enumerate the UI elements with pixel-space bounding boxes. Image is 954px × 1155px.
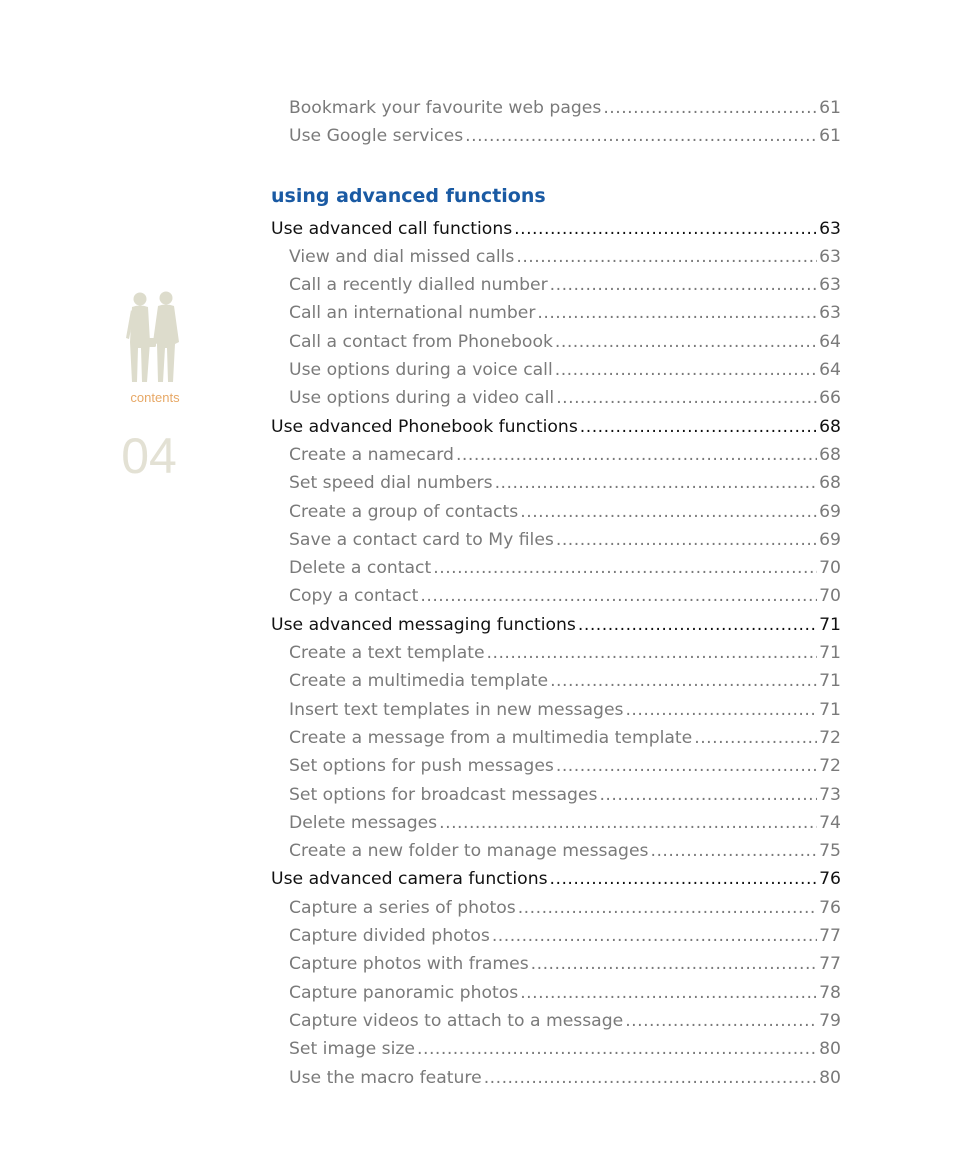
- toc-entry-page-number: 64: [819, 360, 841, 381]
- toc-entry[interactable]: [271, 950, 841, 978]
- toc-entry-title: Create a group of contacts: [289, 501, 519, 522]
- toc-entry-page-number: 71: [819, 699, 841, 720]
- dot-leader: [550, 667, 817, 695]
- toc-entry[interactable]: [271, 781, 841, 809]
- sidebar: [110, 290, 198, 484]
- toc-entry[interactable]: [271, 979, 841, 1007]
- dot-leader: [550, 271, 817, 299]
- toc-entry[interactable]: [271, 639, 841, 667]
- toc-entry[interactable]: [271, 696, 841, 724]
- dot-leader: [556, 384, 817, 412]
- toc-entry[interactable]: [271, 894, 841, 922]
- dot-leader: [578, 611, 817, 639]
- toc-entry-page-number: 61: [819, 98, 841, 118]
- toc-section-entry-page-number: 63: [819, 218, 841, 239]
- dot-leader: [580, 413, 817, 441]
- dot-leader: [456, 441, 817, 469]
- dot-leader: [520, 498, 817, 526]
- dot-leader: [518, 894, 817, 922]
- dot-leader: [555, 328, 817, 356]
- dot-leader: [417, 1035, 817, 1063]
- toc-entry-title: Create a new folder to manage messages: [289, 841, 649, 862]
- toc-entry-title: Save a contact card to My files: [289, 529, 554, 550]
- toc-entry-page-number: 66: [819, 388, 841, 409]
- toc-entry-title: Set options for push messages: [289, 756, 554, 777]
- toc-entry[interactable]: [271, 384, 841, 412]
- dot-leader: [537, 299, 817, 327]
- dot-leader: [516, 243, 817, 271]
- dot-leader: [420, 582, 817, 610]
- toc-entry-title: Capture panoramic photos: [289, 982, 519, 1003]
- toc-entry[interactable]: [271, 469, 841, 497]
- toc-entry-title: Call an international number: [289, 303, 536, 324]
- toc-entry-page-number: 63: [819, 275, 841, 296]
- toc-entry-page-number: 69: [819, 529, 841, 550]
- toc-entry-title: Capture videos to attach to a message: [289, 1010, 624, 1031]
- dot-leader: [694, 724, 817, 752]
- dot-leader: [556, 526, 817, 554]
- toc-entry-page-number: 61: [819, 126, 841, 147]
- toc-entry-title: Create a message from a multimedia template: [289, 727, 693, 748]
- toc-entry-page-number: 72: [819, 756, 841, 777]
- toc-entry-page-number: 70: [819, 558, 841, 579]
- toc-section-entry-page-number: 76: [819, 869, 841, 890]
- toc-entry-title: View and dial missed calls: [289, 246, 515, 267]
- chapter-number: 04: [121, 428, 177, 484]
- dot-leader: [555, 356, 817, 384]
- toc-entry[interactable]: [271, 837, 841, 865]
- toc-entry[interactable]: [271, 498, 841, 526]
- dot-leader: [492, 922, 817, 950]
- dot-leader: [520, 979, 817, 1007]
- dot-leader: [556, 752, 817, 780]
- toc-entry-title: Set options for broadcast messages: [289, 784, 598, 805]
- table-of-contents: [271, 94, 841, 1092]
- toc-entry-title: Delete messages: [289, 812, 438, 833]
- dot-leader: [650, 837, 817, 865]
- toc-entry-page-number: 64: [819, 331, 841, 352]
- toc-section-entry-title: Use advanced Phonebook functions: [271, 416, 578, 437]
- toc-section-entry-page-number: 71: [819, 614, 841, 635]
- toc-section-entry[interactable]: [271, 611, 841, 639]
- sidebar-contents-label: contents: [130, 390, 180, 405]
- toc-entry[interactable]: [271, 922, 841, 950]
- toc-entry-page-number: 71: [819, 643, 841, 664]
- toc-entry-title: Use options during a voice call: [289, 360, 553, 381]
- toc-section-entry[interactable]: [271, 865, 841, 893]
- toc-entry-title: Call a contact from Phonebook: [289, 331, 553, 352]
- toc-entry-title: Capture photos with frames: [289, 954, 529, 975]
- toc-section-entry-title: Use advanced call functions: [271, 218, 513, 239]
- dot-leader: [439, 809, 817, 837]
- toc-entry-page-number: 77: [819, 926, 841, 947]
- toc-entry-page-number: 76: [819, 897, 841, 918]
- toc-entry-title: Copy a contact: [289, 586, 419, 607]
- dot-leader: [625, 696, 817, 724]
- toc-entry-title: Use the macro feature: [289, 1067, 482, 1088]
- toc-entry[interactable]: [271, 1064, 841, 1092]
- toc-entry[interactable]: [271, 94, 841, 122]
- toc-entry-page-number: 80: [819, 1039, 841, 1060]
- dot-leader: [465, 122, 817, 150]
- toc-entry-page-number: 79: [819, 1010, 841, 1031]
- toc-entry[interactable]: [271, 356, 841, 384]
- toc-entry[interactable]: [271, 271, 841, 299]
- toc-entry-page-number: 70: [819, 586, 841, 607]
- dot-leader: [495, 469, 818, 497]
- toc-entry[interactable]: [271, 122, 841, 150]
- toc-entry-page-number: 63: [819, 246, 841, 267]
- toc-entry[interactable]: [271, 243, 841, 271]
- toc-entry[interactable]: [271, 752, 841, 780]
- section-heading: using advanced functions: [271, 184, 546, 207]
- dot-leader: [599, 781, 817, 809]
- toc-entry-title: Capture divided photos: [289, 926, 490, 947]
- toc-entry[interactable]: [271, 328, 841, 356]
- toc-entry-title: Call a recently dialled number: [289, 275, 548, 296]
- toc-entry-title: Set image size: [289, 1039, 416, 1060]
- dot-leader: [487, 639, 818, 667]
- toc-entry[interactable]: [271, 809, 841, 837]
- toc-entry[interactable]: [271, 441, 841, 469]
- toc-entry-title: Use Google services: [289, 126, 464, 147]
- toc-entry-page-number: 68: [819, 473, 841, 494]
- toc-entry-title: Bookmark your favourite web pages: [289, 98, 602, 118]
- toc-entry-page-number: 80: [819, 1067, 841, 1088]
- toc-entry-title: Capture a series of photos: [289, 897, 516, 918]
- toc-entry-page-number: 73: [819, 784, 841, 805]
- toc-entry-page-number: 75: [819, 841, 841, 862]
- toc-entry-title: Use options during a video call: [289, 388, 555, 409]
- toc-entry[interactable]: [271, 526, 841, 554]
- toc-entry-title: Create a namecard: [289, 444, 454, 465]
- dot-leader: [550, 865, 818, 893]
- two-people-walking-icon: [110, 290, 198, 384]
- toc-entry[interactable]: [271, 582, 841, 610]
- toc-entry-title: Create a text template: [289, 643, 485, 664]
- toc-entry-page-number: 69: [819, 501, 841, 522]
- toc-section-entry-title: Use advanced camera functions: [271, 869, 548, 890]
- dot-leader: [625, 1007, 817, 1035]
- dot-leader: [433, 554, 817, 582]
- toc-entry[interactable]: [271, 667, 841, 695]
- dot-leader: [514, 215, 817, 243]
- toc-entry[interactable]: [271, 1007, 841, 1035]
- toc-entry-title: Create a multimedia template: [289, 671, 549, 692]
- toc-section-entry-title: Use advanced messaging functions: [271, 614, 576, 635]
- toc-entry-page-number: 68: [819, 444, 841, 465]
- dot-leader: [603, 94, 817, 122]
- toc-entry-page-number: 63: [819, 303, 841, 324]
- toc-entry[interactable]: [271, 724, 841, 752]
- toc-entry-page-number: 74: [819, 812, 841, 833]
- toc-entry[interactable]: [271, 299, 841, 327]
- toc-entry-page-number: 71: [819, 671, 841, 692]
- toc-entry-title: Delete a contact: [289, 558, 432, 579]
- toc-entry[interactable]: [271, 1035, 841, 1063]
- toc-entry-page-number: 78: [819, 982, 841, 1003]
- toc-entry-page-number: 77: [819, 954, 841, 975]
- toc-entry-title: Insert text templates in new messages: [289, 699, 624, 720]
- toc-entry-page-number: 72: [819, 727, 841, 748]
- toc-section-entry[interactable]: [271, 413, 841, 441]
- toc-entry[interactable]: [271, 554, 841, 582]
- toc-entry-title: Set speed dial numbers: [289, 473, 493, 494]
- toc-section-entry-page-number: 68: [819, 416, 841, 437]
- dot-leader: [531, 950, 817, 978]
- toc-section-entry[interactable]: [271, 215, 841, 243]
- dot-leader: [484, 1064, 817, 1092]
